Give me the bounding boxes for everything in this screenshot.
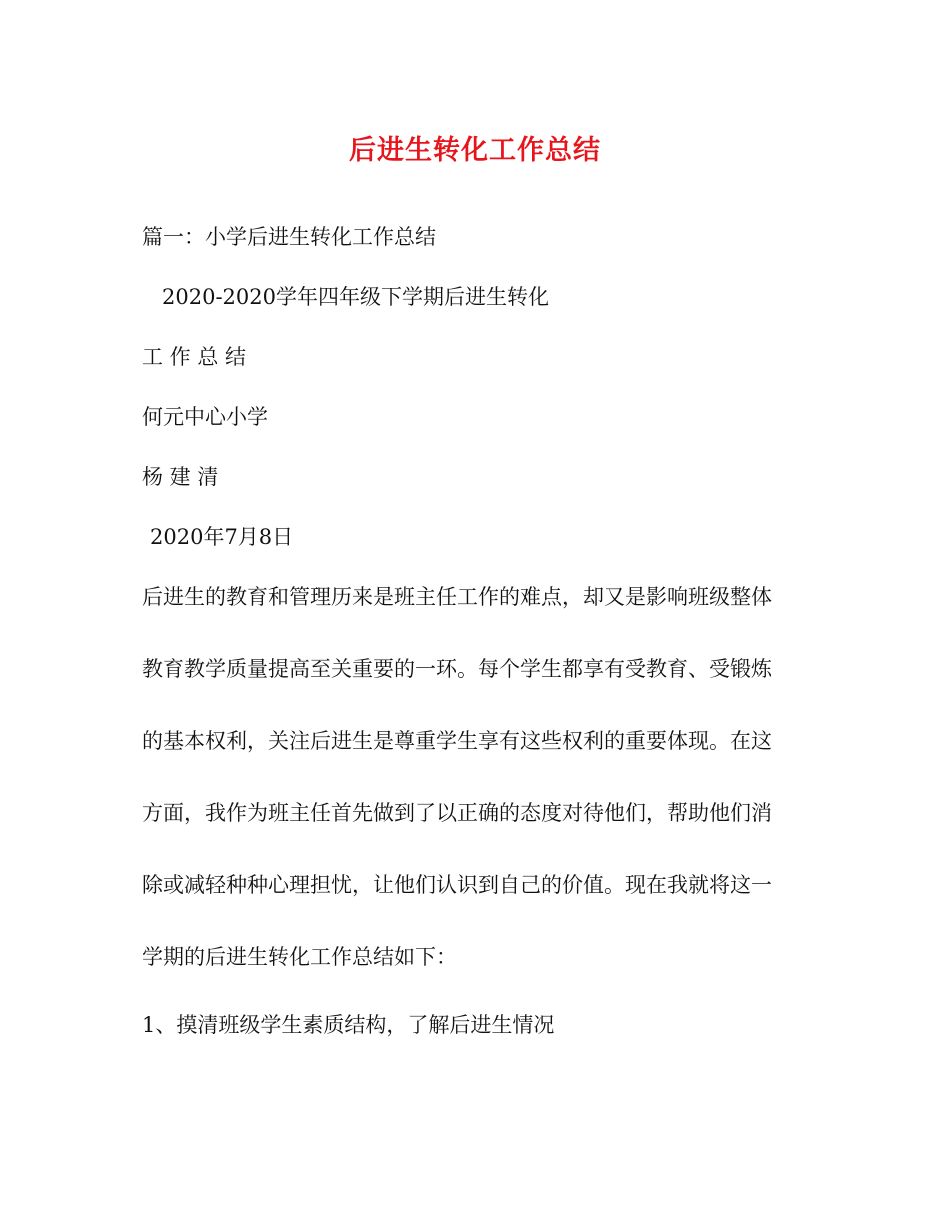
section-heading: 篇一：小学后进生转化工作总结 — [142, 225, 436, 249]
school-name: 何元中心小学 — [142, 405, 268, 429]
paragraph-line: 方面，我作为班主任首先做到了以正确的态度对待他们，帮助他们消 — [142, 801, 772, 825]
report-subtitle-2: 工 作 总 结 — [142, 345, 247, 369]
paragraph-line: 学期的后进生转化工作总结如下： — [142, 945, 457, 969]
paragraph-line: 教育教学质量提高至关重要的一环。每个学生都享有受教育、受锻炼 — [142, 657, 772, 681]
report-date: 2020年7月8日 — [150, 525, 294, 549]
paragraph-line: 后进生的教育和管理历来是班主任工作的难点，却又是影响班级整体 — [142, 585, 772, 609]
report-subtitle: 2020-2020学年四年级下学期后进生转化 — [162, 285, 549, 309]
numbered-heading: 1、摸清班级学生素质结构，了解后进生情况 — [142, 1013, 555, 1037]
body-paragraph — [142, 582, 812, 1014]
author-name: 杨 建 清 — [142, 465, 219, 489]
document-title: 后进生转化工作总结 — [349, 135, 601, 166]
paragraph-line: 的基本权利，关注后进生是尊重学生享有这些权利的重要体现。在这 — [142, 729, 772, 753]
paragraph-line: 除或减轻种种心理担忧，让他们认识到自己的价值。现在我就将这一 — [142, 873, 772, 897]
